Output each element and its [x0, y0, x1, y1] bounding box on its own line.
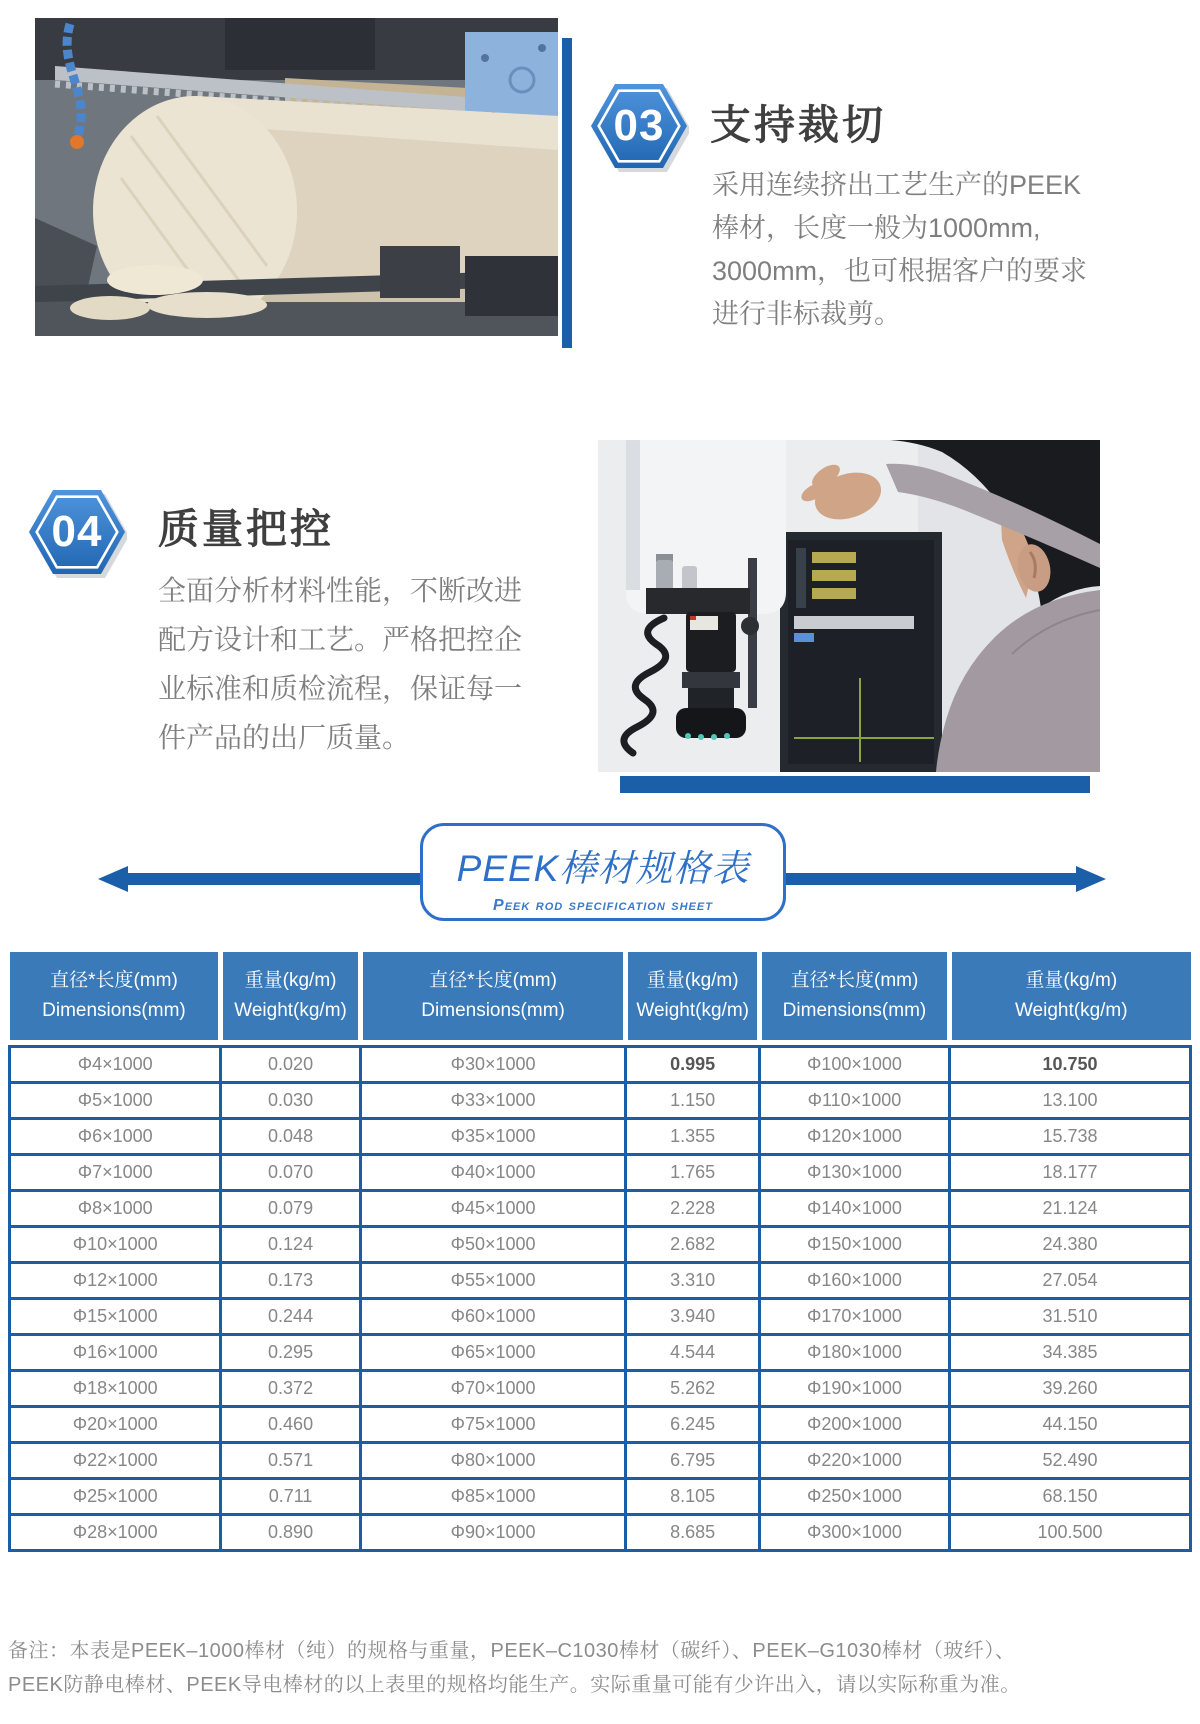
table-row [10, 1298, 1191, 1334]
dimension-cell: Φ10×1000 [10, 1226, 221, 1262]
weight-cell: 0.070 [221, 1154, 360, 1190]
table-row [10, 1190, 1191, 1226]
section-body-quality [158, 566, 608, 762]
dimension-cell: Φ75×1000 [360, 1406, 626, 1442]
table-row [10, 1118, 1191, 1154]
arrow-right-icon [1076, 866, 1106, 892]
weight-cell: 100.500 [950, 1514, 1191, 1550]
dimension-cell: Φ55×1000 [360, 1262, 626, 1298]
weight-cell: 6.245 [626, 1406, 759, 1442]
table-row [10, 1514, 1191, 1550]
weight-cell: 31.510 [950, 1298, 1191, 1334]
dimension-cell: Φ110×1000 [759, 1082, 949, 1118]
dimension-cell: Φ12×1000 [10, 1262, 221, 1298]
dimension-cell: Φ180×1000 [759, 1334, 949, 1370]
footnote [8, 1634, 1192, 1702]
weight-cell: 13.100 [950, 1082, 1191, 1118]
dimension-cell: Φ5×1000 [10, 1082, 221, 1118]
dimension-cell: Φ60×1000 [360, 1298, 626, 1334]
weight-cell: 5.262 [626, 1370, 759, 1406]
header-row [10, 952, 1191, 1042]
dimension-cell: Φ250×1000 [759, 1478, 949, 1514]
weight-cell: 0.020 [221, 1046, 360, 1082]
table-row [10, 1334, 1191, 1370]
dimension-cell: Φ4×1000 [10, 1046, 221, 1082]
weight-cell: 0.711 [221, 1478, 360, 1514]
spec-table-header [10, 952, 1191, 1042]
weight-cell: 0.244 [221, 1298, 360, 1334]
dimension-cell: Φ33×1000 [360, 1082, 626, 1118]
dimension-cell: Φ16×1000 [10, 1334, 221, 1370]
dimension-cell: Φ50×1000 [360, 1226, 626, 1262]
banner-title: PEEK棒材规格表 [456, 848, 750, 889]
table-row [10, 1262, 1191, 1298]
table-row [10, 1154, 1191, 1190]
badge-number: 03 [613, 101, 665, 150]
weight-cell: 44.150 [950, 1406, 1191, 1442]
dimension-cell: Φ35×1000 [360, 1118, 626, 1154]
dimension-cell: Φ85×1000 [360, 1478, 626, 1514]
weight-cell: 24.380 [950, 1226, 1191, 1262]
weight-cell: 0.295 [221, 1334, 360, 1370]
rod-cutting-photo [35, 18, 558, 336]
weight-cell: 0.890 [221, 1514, 360, 1550]
table-row [10, 1442, 1191, 1478]
dimension-cell: Φ30×1000 [360, 1046, 626, 1082]
dimension-cell: Φ28×1000 [10, 1514, 221, 1550]
paragraph-line: 业标准和质检流程，保证每一 [158, 673, 523, 704]
column-header: 直径*长度(mm) Dimensions(mm) [360, 952, 626, 1042]
weight-cell: 2.228 [626, 1190, 759, 1226]
step-badge-03 [589, 76, 689, 176]
section-title-quality: 质量把控 [158, 506, 334, 552]
weight-cell: 1.355 [626, 1118, 759, 1154]
weight-cell: 0.048 [221, 1118, 360, 1154]
weight-cell: 0.372 [221, 1370, 360, 1406]
banner-arrow-right [782, 866, 1106, 892]
weight-cell: 6.795 [626, 1442, 759, 1478]
weight-cell: 0.460 [221, 1406, 360, 1442]
dimension-cell: Φ18×1000 [10, 1370, 221, 1406]
weight-cell: 0.079 [221, 1190, 360, 1226]
spec-sheet-banner [420, 823, 786, 921]
column-header: 重量(kg/m) Weight(kg/m) [626, 952, 759, 1042]
weight-cell: 15.738 [950, 1118, 1191, 1154]
dimension-cell: Φ300×1000 [759, 1514, 949, 1550]
quality-inspection-photo [598, 440, 1100, 772]
paragraph-line: 进行非标裁剪。 [712, 299, 901, 329]
column-header: 重量(kg/m) Weight(kg/m) [221, 952, 360, 1042]
dimension-cell: Φ65×1000 [360, 1334, 626, 1370]
dimension-cell: Φ200×1000 [759, 1406, 949, 1442]
table-row [10, 1046, 1191, 1082]
dimension-cell: Φ90×1000 [360, 1514, 626, 1550]
banner-subtitle: Peek rod specification sheet [493, 897, 713, 914]
column-header: 直径*长度(mm) Dimensions(mm) [759, 952, 949, 1042]
weight-cell: 8.685 [626, 1514, 759, 1550]
dimension-cell: Φ150×1000 [759, 1226, 949, 1262]
section-body-cutting [712, 164, 1132, 336]
paragraph-line: 棒材，长度一般为1000mm, [712, 213, 1041, 243]
weight-cell: 39.260 [950, 1370, 1191, 1406]
dimension-cell: Φ100×1000 [759, 1046, 949, 1082]
table-row [10, 1478, 1191, 1514]
paragraph-line: 件产品的出厂质量。 [158, 722, 411, 753]
footnote-line: 备注：本表是PEEK–1000棒材（纯）的规格与重量，PEEK–C1030棒材（碳纤）、PEEK–G1030棒材（玻纤）、 [8, 1640, 1016, 1662]
weight-cell: 1.765 [626, 1154, 759, 1190]
table-row [10, 1406, 1191, 1442]
dimension-cell: Φ130×1000 [759, 1154, 949, 1190]
weight-cell: 0.030 [221, 1082, 360, 1118]
dimension-cell: Φ80×1000 [360, 1442, 626, 1478]
spec-table-body [10, 1042, 1191, 1550]
section-title-cutting: 支持裁切 [710, 102, 886, 148]
paragraph-line: 3000mm，也可根据客户的要求 [712, 256, 1088, 286]
table-row [10, 1082, 1191, 1118]
paragraph-line: 采用连续挤出工艺生产的PEEK [712, 170, 1082, 200]
spec-table [8, 952, 1192, 1552]
weight-cell: 0.571 [221, 1442, 360, 1478]
photo-accent-bar-right [562, 38, 572, 348]
dimension-cell: Φ140×1000 [759, 1190, 949, 1226]
dimension-cell: Φ8×1000 [10, 1190, 221, 1226]
weight-cell: 52.490 [950, 1442, 1191, 1478]
weight-cell: 2.682 [626, 1226, 759, 1262]
weight-cell: 3.940 [626, 1298, 759, 1334]
badge-number: 04 [51, 507, 103, 556]
arrow-shaft [782, 873, 1080, 885]
weight-cell: 18.177 [950, 1154, 1191, 1190]
weight-cell: 3.310 [626, 1262, 759, 1298]
dimension-cell: Φ220×1000 [759, 1442, 949, 1478]
weight-cell: 1.150 [626, 1082, 759, 1118]
table-row [10, 1226, 1191, 1262]
weight-cell: 34.385 [950, 1334, 1191, 1370]
arrow-shaft [124, 873, 422, 885]
dimension-cell: Φ120×1000 [759, 1118, 949, 1154]
weight-cell: 0.173 [221, 1262, 360, 1298]
dimension-cell: Φ22×1000 [10, 1442, 221, 1478]
step-badge-04 [27, 482, 127, 582]
weight-cell: 10.750 [950, 1046, 1191, 1082]
dimension-cell: Φ6×1000 [10, 1118, 221, 1154]
dimension-cell: Φ170×1000 [759, 1298, 949, 1334]
dimension-cell: Φ45×1000 [360, 1190, 626, 1226]
dimension-cell: Φ190×1000 [759, 1370, 949, 1406]
weight-cell: 0.995 [626, 1046, 759, 1082]
weight-cell: 21.124 [950, 1190, 1191, 1226]
banner-arrow-left [98, 866, 422, 892]
paragraph-line: 全面分析材料性能，不断改进 [158, 575, 523, 606]
weight-cell: 68.150 [950, 1478, 1191, 1514]
column-header: 重量(kg/m) Weight(kg/m) [950, 952, 1191, 1042]
column-header: 直径*长度(mm) Dimensions(mm) [10, 952, 221, 1042]
paragraph-line: 配方设计和工艺。严格把控企 [158, 624, 523, 655]
photo-accent-bar-bottom [620, 776, 1090, 793]
weight-cell: 0.124 [221, 1226, 360, 1262]
dimension-cell: Φ7×1000 [10, 1154, 221, 1190]
dimension-cell: Φ15×1000 [10, 1298, 221, 1334]
weight-cell: 8.105 [626, 1478, 759, 1514]
dimension-cell: Φ160×1000 [759, 1262, 949, 1298]
dimension-cell: Φ70×1000 [360, 1370, 626, 1406]
table-row [10, 1370, 1191, 1406]
footnote-line: PEEK防静电棒材、PEEK导电棒材的以上表里的规格均能生产。实际重量可能有少许出入，请以实际称重为准。 [8, 1674, 1021, 1696]
weight-cell: 27.054 [950, 1262, 1191, 1298]
dimension-cell: Φ25×1000 [10, 1478, 221, 1514]
dimension-cell: Φ40×1000 [360, 1154, 626, 1190]
weight-cell: 4.544 [626, 1334, 759, 1370]
dimension-cell: Φ20×1000 [10, 1406, 221, 1442]
